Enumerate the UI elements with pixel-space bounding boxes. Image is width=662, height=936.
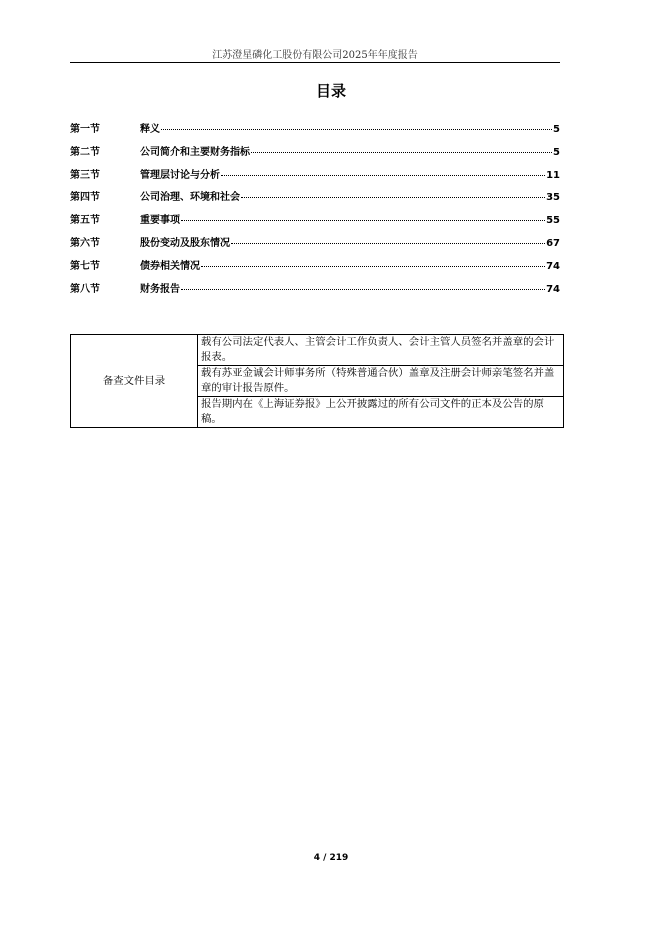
toc-section-title: 债券相关情况 [140,260,200,272]
toc-section-number: 第七节 [70,260,100,272]
toc-page-number: 74 [546,260,560,272]
toc-leader-dots [161,129,552,130]
header-divider [70,62,560,63]
reference-item: 载有公司法定代表人、主管会计工作负责人、会计主管人员签名并盖章的会计报表。 [198,335,564,366]
table-of-contents [70,120,560,302]
toc-leader-dots [221,175,545,176]
toc-section-title: 财务报告 [140,283,180,295]
toc-section-title: 管理层讨论与分析 [140,169,220,181]
toc-leader-dots [181,289,545,290]
toc-section-number: 第五节 [70,215,100,227]
toc-section-number: 第四节 [70,192,100,204]
toc-entry[interactable] [70,120,560,143]
reference-item: 报告期内在《上海证券报》上公开披露过的所有公司文件的正本及公告的原稿。 [198,397,564,428]
toc-section-title: 股份变动及股东情况 [140,237,230,249]
toc-section-title: 重要事项 [140,215,180,227]
page-number: 4 / 219 [313,853,349,863]
table-row [71,335,564,366]
toc-section-number: 第二节 [70,146,100,158]
toc-entry[interactable] [70,280,560,303]
toc-section-title: 释义 [140,124,160,135]
toc-page-number: 5 [553,146,560,158]
toc-section-title: 公司治理、环境和社会 [140,192,240,204]
toc-section-number: 第一节 [70,124,100,135]
page-title: 目录 [315,82,346,100]
toc-leader-dots [231,243,545,244]
toc-leader-dots [251,152,552,153]
toc-entry[interactable] [70,211,560,234]
toc-entry[interactable] [70,257,560,280]
toc-leader-dots [181,220,545,221]
toc-section-number: 第六节 [70,237,100,249]
toc-page-number: 55 [546,215,560,227]
toc-entry[interactable] [70,166,560,189]
toc-entry[interactable] [70,234,560,257]
toc-section-number: 第八节 [70,283,100,295]
toc-section-number: 第三节 [70,169,100,181]
toc-leader-dots [201,266,545,267]
toc-section-title: 公司简介和主要财务指标 [140,146,250,158]
reference-item: 载有苏亚金诚会计师事务所（特殊普通合伙）盖章及注册会计师亲笔签名并盖章的审计报告原件。 [198,366,564,397]
toc-entry[interactable] [70,188,560,211]
toc-page-number: 74 [546,283,560,295]
toc-page-number: 11 [546,169,560,181]
toc-page-number: 35 [546,192,560,204]
toc-leader-dots [241,197,545,198]
toc-page-number: 67 [546,237,560,249]
reference-documents-table [70,334,564,428]
reference-documents-label: 备查文件目录 [71,335,198,428]
page-header: 江苏澄星磷化工股份有限公司2025年年度报告 [212,50,418,61]
toc-entry[interactable] [70,143,560,166]
toc-page-number: 5 [553,124,560,135]
